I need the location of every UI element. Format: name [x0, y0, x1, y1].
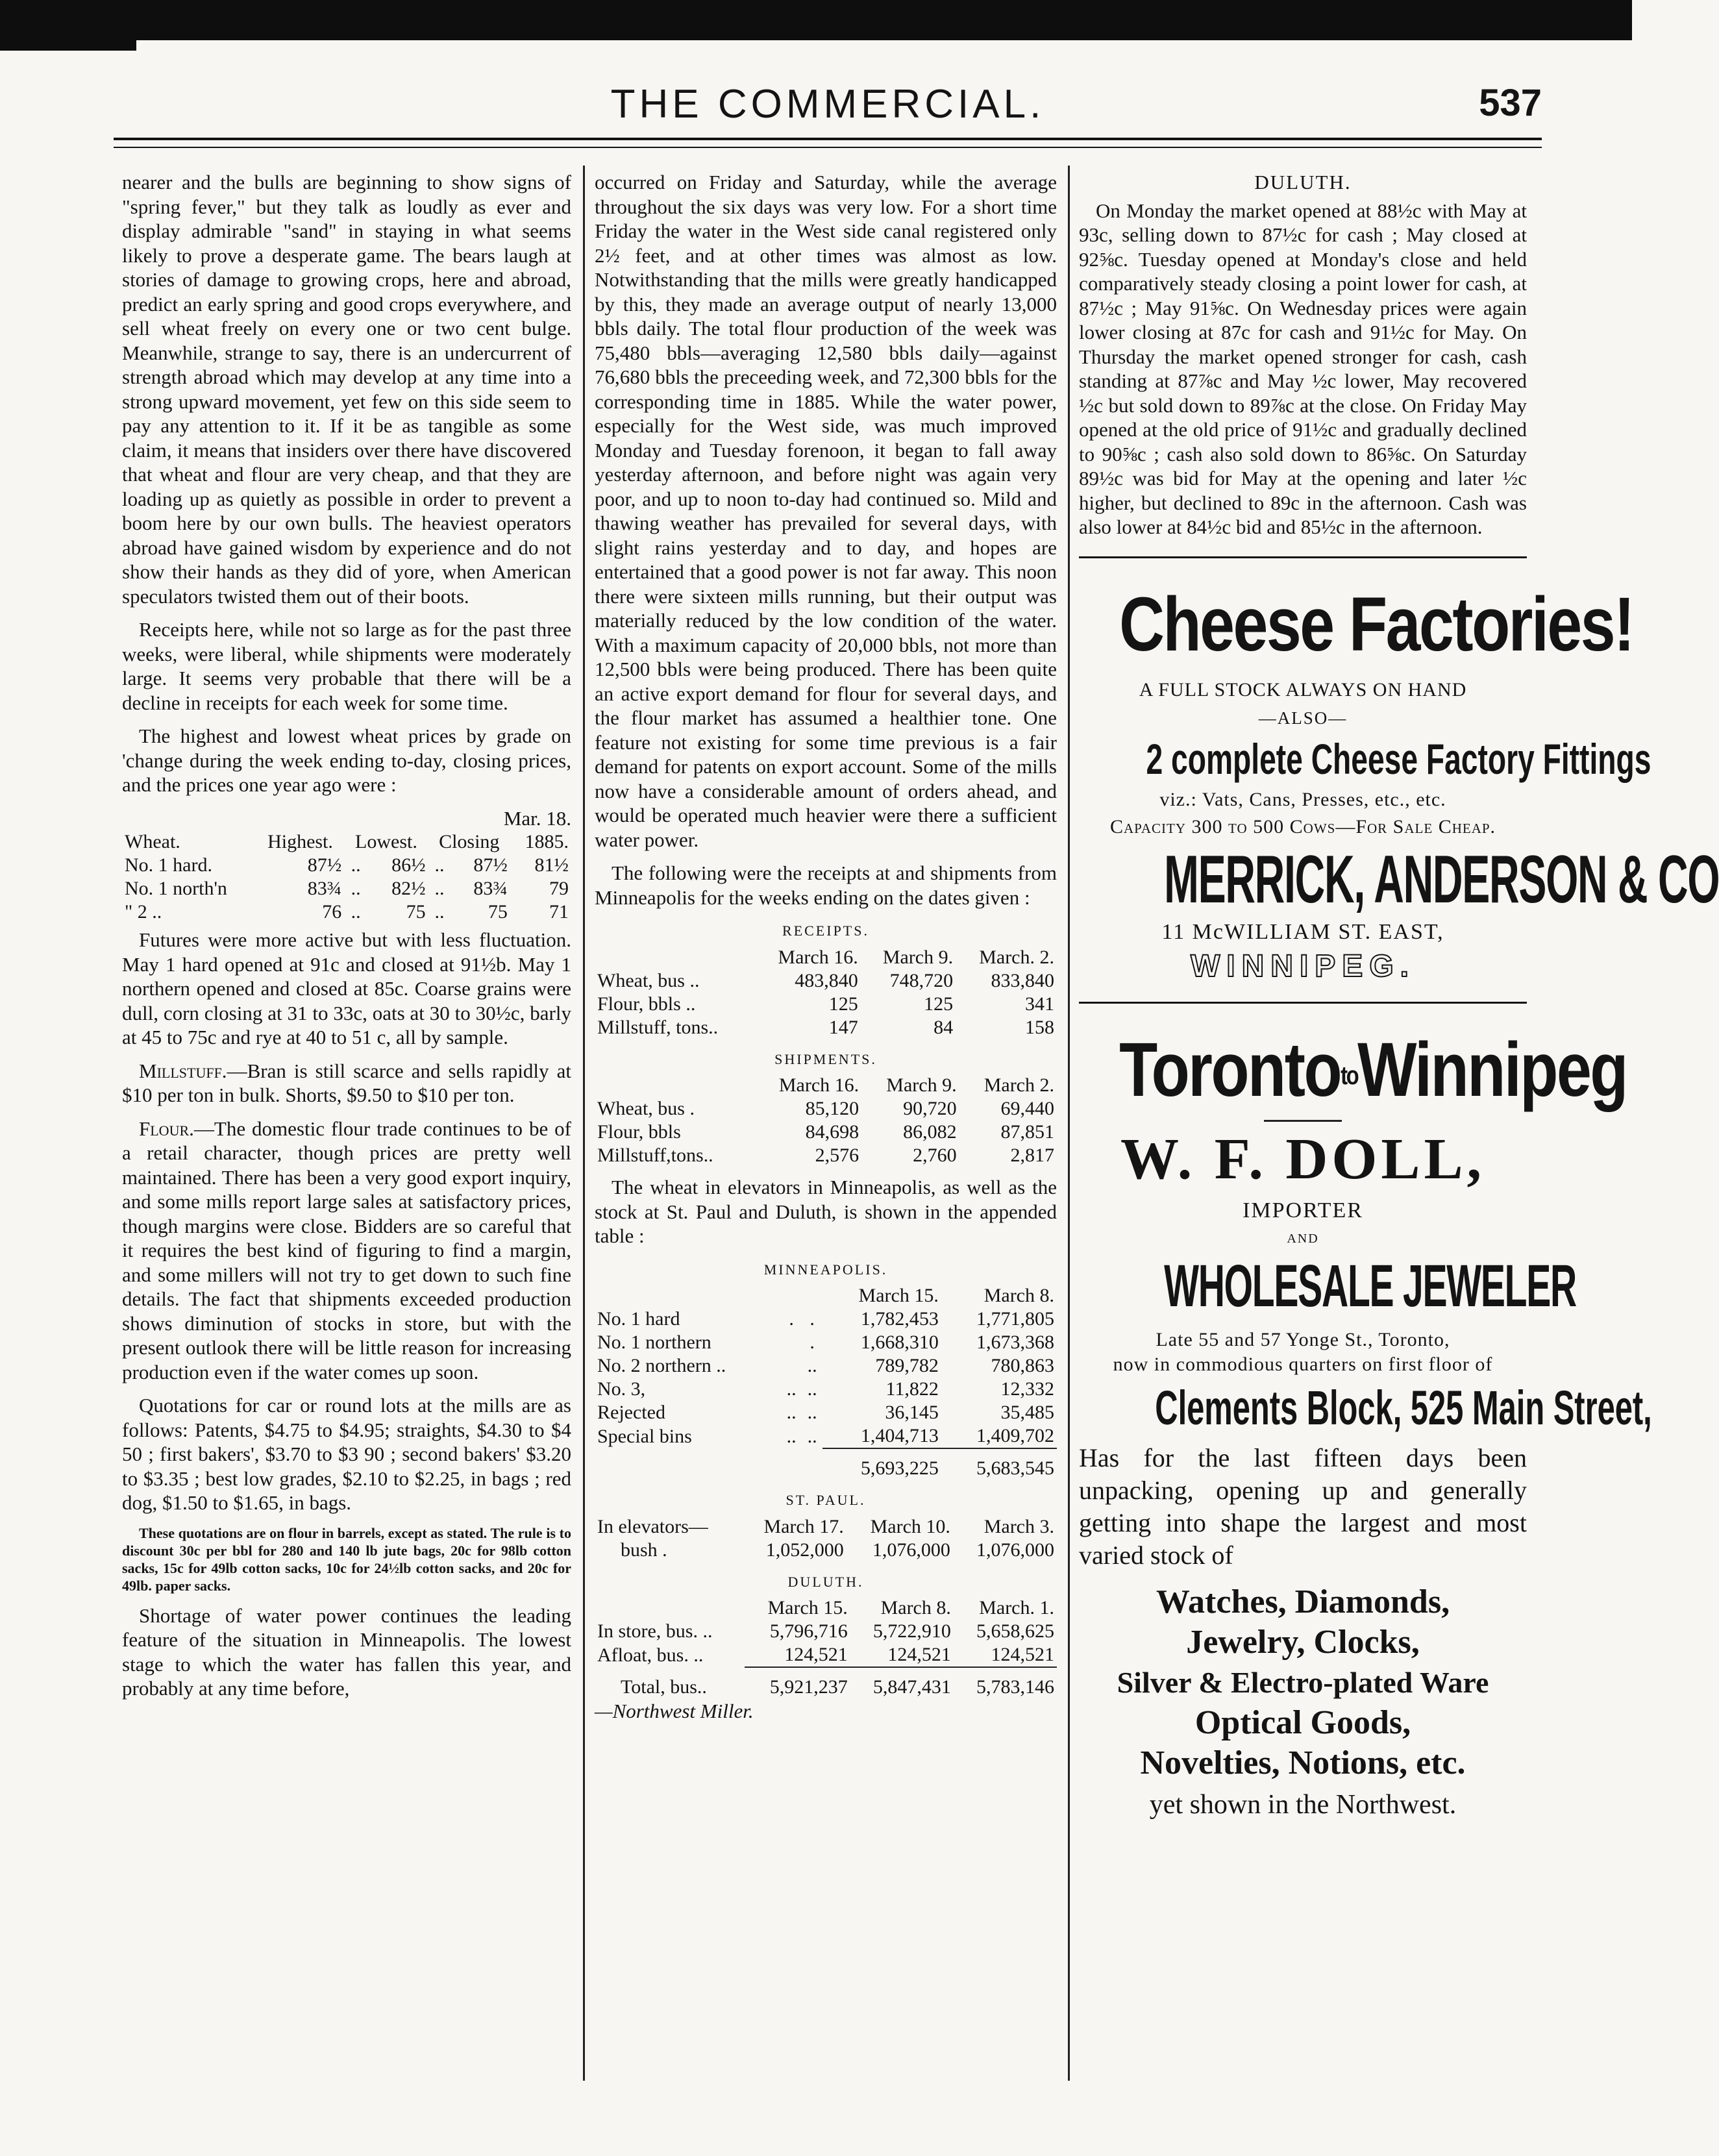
table-cell: . [810, 1332, 815, 1353]
table-cell: 12,332 [1000, 1378, 1054, 1400]
duluth-heading: DULUTH. [1254, 171, 1352, 193]
table-cell: 35,485 [1000, 1402, 1054, 1423]
table-cell: .. [351, 878, 361, 899]
table-header [595, 946, 753, 969]
table-cell: 341 [1025, 993, 1054, 1015]
wheat-table-date: Mar. 18. [503, 806, 571, 830]
table-cell: 1,409,702 [976, 1425, 1054, 1446]
table-cell: 833,840 [991, 969, 1054, 991]
table-total-row [595, 1448, 1057, 1480]
ad-text: Has for the last fifteen days been unpacking, opening up and generally getting into shape the largest and most varied stock of [1079, 1443, 1527, 1570]
table-row [595, 1401, 1057, 1424]
table-header-row [595, 1596, 1057, 1620]
section-divider [1079, 556, 1527, 558]
table-row [595, 1378, 1057, 1401]
page-header [114, 71, 1542, 136]
header-rule-top [114, 138, 1542, 140]
st-paul-heading: ST. PAUL. [785, 1492, 866, 1508]
table-row [122, 877, 571, 900]
table-cell: 124,521 [991, 1644, 1054, 1665]
table-cell: .. [434, 854, 445, 876]
table-cell: .. [786, 1378, 797, 1400]
table-cell: 2,817 [1010, 1145, 1054, 1166]
table-cell: " 2 [125, 901, 147, 923]
table-cell: Afloat, bus. .. [597, 1644, 704, 1666]
table-cell: .. [786, 1425, 797, 1447]
table-cell: . [789, 1308, 794, 1330]
table-row [595, 1097, 1057, 1121]
table-total: 5,921,237 [745, 1667, 850, 1699]
table-header: March 8. [983, 1285, 1054, 1306]
ad-text: Optical Goods, [1194, 1704, 1411, 1742]
column-3 [1079, 170, 1719, 1821]
table-cell: 1,668,310 [860, 1332, 939, 1353]
duluth-table-heading: DULUTH. [787, 1573, 864, 1590]
table-header-row [595, 946, 1057, 969]
table-header: Highest. [267, 831, 333, 852]
table-row [122, 900, 571, 924]
ad-headline-part: Winnipeg [1357, 1027, 1627, 1113]
receipts-table [595, 946, 1057, 1039]
ad-text: —ALSO— [1258, 708, 1348, 728]
wheat-price-table [122, 830, 571, 924]
table-cell: No. 1 north'n [125, 878, 227, 899]
table-row [595, 1643, 1057, 1667]
table-cell: .. [807, 1402, 817, 1423]
ad-subheadline: WHOLESALE JEWELER [1164, 1253, 1577, 1320]
table-cell: 79 [549, 878, 569, 899]
table-header: March. 1. [979, 1597, 1054, 1618]
table-cell: Flour, bbls [597, 1121, 681, 1143]
table-row [122, 854, 571, 877]
table-row [595, 1307, 1057, 1331]
paragraph: occurred on Friday and Saturday, while the average throughout the six days was very low. For a short time Friday the water in the West side canal registered only 2½ feet, and at other times was almost as low. Notwithstanding that the mills were greatly handicapped by this, they made an average output of nearly 13,000 bbls daily. The total flour production of the week was 75,480 bbls—averaging 12,580 bbls daily—against 76,680 bbls the preceeding week, and 72,300 bbls for the corresponding time in 1885. While the water power, especially for the West side, was much improved Monday and Tuesday forenoon, it began to fall away yesterday afternoon, and before night was again very poor, and up to noon to-day had continued so. Mild and thawing weather has prevailed for several days, with slight rains yesterday and to day, and hopes are entertained that a good power is not far away. This noon there were sixteen mills running, but their output was materially reduced by the low condition of the water. With a maximum capacity of 20,000 bbls, not more than 12,500 bbls were being produced. There has been quite an active export demand for flour for several days, and the flour market has assumed a healthier tone. One feature not existing for some time previous is a fair demand for patents on export account. Some of the mills now have a considerable amount of orders ahead, and would be operated much heavier were there a sufficient water power. [595, 171, 1057, 851]
table-cell: 1,076,000 [976, 1539, 1054, 1561]
table-cell [781, 1331, 802, 1354]
table-cell [595, 1448, 822, 1480]
ad-text: AND [1287, 1231, 1319, 1246]
minneapolis-heading: MINNEAPOLIS. [763, 1261, 888, 1278]
table-row [595, 993, 1057, 1016]
table-cell: Total, bus.. [621, 1676, 707, 1698]
table-cell: 86,082 [903, 1121, 957, 1143]
table-header: Lowest. [355, 831, 417, 852]
table-cell: 90,720 [903, 1098, 957, 1119]
table-row [595, 1424, 1057, 1448]
table-header-row [595, 1284, 1057, 1307]
table-total: 5,693,225 [822, 1448, 941, 1480]
table-header: March 15. [767, 1597, 848, 1618]
ad-text: Late 55 and 57 Yonge St., Toronto, [1156, 1329, 1450, 1351]
table-cell: .. [786, 1402, 797, 1423]
table-cell: Special bins [597, 1425, 692, 1447]
ad-subheadline: 2 complete Cheese Factory Fittings [1146, 735, 1651, 783]
paragraph: The highest and lowest wheat prices by grade on 'change during the week ending to-day, closing prices, and the prices one year ago were : [122, 725, 571, 796]
table-cell: .. [434, 901, 445, 923]
table-cell: . [810, 1308, 815, 1330]
table-cell: 83¾ [473, 878, 508, 899]
table-cell: 1,673,368 [976, 1332, 1054, 1353]
paragraph: Receipts here, while not so large as for the past three weeks, were liberal, while shipments were moderately large. It seems very probable that there will be a decline in receipts for each week for some time. [122, 618, 571, 714]
table-cell: 87,851 [1000, 1121, 1054, 1143]
table-cell: 11,822 [885, 1378, 939, 1400]
table-cell: .. [807, 1355, 817, 1376]
table-cell: .. [807, 1425, 817, 1447]
table-row [595, 969, 1057, 993]
paragraph-body: —The domestic flour trade continues to be of a retail character, though prices are pretty well maintained. There has been a very good export inquiry, and some mills report large sales at satisfactory prices, though margins were close. Bidders are so careful that it requires the best kind of figuring to find a margin, and some millers will not try to get down to such fine details. The fact that shipments exceeded production shows diminution of stocks in store, but with the present outlook there will be little reason for increasing production even if the water comes up soon. [122, 1117, 571, 1383]
ad-name: W. F. DOLL, [1120, 1126, 1485, 1191]
ad-text: viz.: Vats, Cans, Presses, etc., etc. [1159, 789, 1446, 810]
flour-quotation-note: These quotations are on flour in barrels, except as stated. The rule is to discount 30c per bbl for 280 and 140 lb jute bags, 20c for 98lb cotton sacks, 15c for 49lb cotton sacks, 10c for 24½lb cotton sacks, and 20c for 49lb. paper sacks. [122, 1524, 571, 1594]
ad-text: now in commodious quarters on first floor of [1113, 1354, 1493, 1376]
table-cell: 2,576 [815, 1145, 860, 1166]
table-header [595, 1596, 745, 1620]
table-row [595, 1331, 1057, 1354]
page-top-border-notch [0, 40, 136, 51]
shipments-table [595, 1074, 1057, 1167]
table-header: March 16. [778, 946, 858, 968]
table-header: Closing [439, 831, 500, 852]
table-header: March 9. [886, 1074, 957, 1096]
table-cell: 87½ [307, 854, 342, 876]
ad-text: A FULL STOCK ALWAYS ON HAND [1139, 678, 1467, 700]
ad-headline-part: Toronto [1119, 1027, 1341, 1113]
table-cell: 789,782 [875, 1355, 939, 1376]
table-header: March 16. [778, 1074, 860, 1096]
table-cell: Millstuff, tons.. [597, 1016, 719, 1038]
table-cell: 124,521 [784, 1644, 848, 1665]
table-cell: 124,521 [887, 1644, 951, 1665]
ad-text: Capacity 300 to 500 Cows—For Sale Cheap. [1109, 816, 1496, 837]
column-1 [122, 170, 571, 1710]
duluth-table [595, 1596, 1057, 1699]
table-cell: 1,782,453 [860, 1308, 939, 1330]
table-row [595, 1539, 1057, 1562]
ad-text: yet shown in the Northwest. [1149, 1790, 1457, 1820]
ad-text: Novelties, Notions, etc. [1140, 1744, 1466, 1782]
section-divider [1079, 1002, 1527, 1004]
table-cell: .. [152, 901, 162, 923]
ad-headline [1119, 1027, 1627, 1116]
advertisement-cheese-factories [1079, 581, 1719, 985]
table-header: March 10. [870, 1515, 950, 1537]
receipts-heading: RECEIPTS. [782, 923, 869, 939]
table-cell: 5,796,716 [769, 1620, 848, 1642]
table-header: March. 2. [979, 946, 1054, 968]
paragraph [122, 1059, 571, 1108]
table-header: March 3. [983, 1515, 1054, 1537]
table-cell: No. 1 hard. [125, 854, 212, 876]
table-cell: 1,404,713 [860, 1425, 939, 1446]
table-cell: 5,722,910 [872, 1620, 951, 1642]
table-header [595, 1284, 822, 1307]
ad-address: Clements Block, 525 Main Street, [1155, 1381, 1652, 1435]
table-cell: 75 [488, 901, 508, 923]
paragraph: The wheat in elevators in Minneapolis, as well as the stock at St. Paul and Duluth, is shown in the appended table : [595, 1176, 1057, 1247]
table-total-row [595, 1667, 1057, 1699]
table-row [595, 1121, 1057, 1144]
table-header: Wheat. [125, 831, 180, 852]
table-cell: 83¾ [307, 878, 342, 899]
column-divider-2 [1068, 166, 1070, 2081]
table-cell: 147 [828, 1016, 858, 1038]
table-header [595, 1074, 751, 1097]
table-cell: 87½ [473, 854, 508, 876]
table-cell: 69,440 [1000, 1098, 1054, 1119]
ad-rule [1264, 1120, 1342, 1122]
paragraph-body: —Bran is still scarce and sells rapidly at $10 per ton in bulk. Shorts, $9.50 to $10 per ton. [122, 1059, 571, 1106]
table-row [595, 1354, 1057, 1378]
table-cell: .. [351, 901, 361, 923]
table-header: March 17. [763, 1515, 844, 1537]
shipments-heading: SHIPMENTS. [774, 1050, 877, 1067]
paragraph-lead: Millstuff. [139, 1059, 227, 1082]
paragraph: The following were the receipts at and shipments from Minneapolis for the weeks ending on the dates given : [595, 861, 1057, 909]
table-total: 5,783,146 [954, 1667, 1057, 1699]
table-cell: 71 [549, 901, 569, 923]
table-cell: 36,145 [885, 1402, 939, 1423]
table-cell: 75 [406, 901, 426, 923]
table-cell: No. 1 northern [597, 1332, 711, 1353]
table-cell: In store, bus. .. [597, 1620, 713, 1642]
table-cell: 84,698 [805, 1121, 860, 1143]
table-header-row [595, 1074, 1057, 1097]
table-cell: Wheat, bus .. [597, 969, 700, 991]
column-divider-1 [583, 166, 585, 2081]
table-cell: 125 [924, 993, 954, 1015]
table-header-row [122, 830, 571, 854]
table-cell: .. [807, 1378, 817, 1400]
table-cell: 483,840 [795, 969, 858, 991]
table-cell: 125 [828, 993, 858, 1015]
table-header: March 8. [880, 1597, 951, 1618]
table-row [595, 1144, 1057, 1167]
table-cell: 84 [934, 1016, 954, 1038]
table-cell [122, 900, 256, 924]
table-cell: Wheat, bus . [597, 1098, 695, 1119]
ad-text: IMPORTER [1243, 1198, 1363, 1222]
table-cell: Millstuff,tons.. [597, 1145, 713, 1166]
paragraph: nearer and the bulls are beginning to show signs of "spring fever," but they talk as loudly as ever and display admirable "sand" in staying in what seems likely to prove a desperate game. The bears laugh at stories of damage to growing crops, here and abroad, predict an early spring and good crops everywhere, and sell wheat freely on every one or two cent bulge. Meanwhile, strange to say, there is an undercurrent of strength abroad which may develop at any time into a strong upward movement, yet few on this side seem to pay any attention to it. If it be as tangible as some claim, it means that insiders over there have discovered that wheat and flour are very cheap, and that they are loading up as quietly as possible in order to prevent a boom here by our own bulls. The heaviest operators abroad have gained wisdom by experience and do not show their hands as they did of yore, when American speculators twisted them out of their boots. [122, 171, 571, 608]
table-row [595, 1016, 1057, 1039]
ad-address: 11 McWILLIAM ST. EAST, [1161, 920, 1444, 944]
table-cell: 81½ [534, 854, 569, 876]
table-cell: 780,863 [991, 1355, 1054, 1376]
paragraph: Futures were more active but with less fluctuation. May 1 hard opened at 91c and closed at 91½b. May 1 northern opened and closed at 85c. Coarse grains were dull, corn closing at 31 to 33c, oats at 30 to 30½c, barly at 45 to 75c and rye at 40 to 51 c, all by sample. [122, 928, 571, 1048]
table-cell: bush . [621, 1539, 667, 1561]
table-cell: .. [351, 854, 361, 876]
table-row [595, 1620, 1057, 1643]
table-cell: .. [434, 878, 445, 899]
table-cell: No. 2 northern .. [597, 1355, 726, 1376]
masthead: THE COMMERCIAL. [610, 82, 1045, 127]
table-cell: 748,720 [889, 969, 954, 991]
ad-text: Watches, Diamonds, [1156, 1583, 1450, 1621]
page-number: 537 [1479, 82, 1542, 124]
table-header: March 9. [882, 946, 954, 968]
table-cell: Rejected [597, 1402, 665, 1423]
table-cell: 1,076,000 [872, 1539, 950, 1561]
paragraph [122, 1117, 571, 1385]
table-cell: No. 3, [597, 1378, 646, 1400]
column-2 [595, 170, 1057, 1724]
paragraph: On Monday the market opened at 88½c with May at 93c, selling down to 87½c for cash ; May closed at 92⅝c. Tuesday opened at Monday's close and held comparatively steady closing a point lower for cash, at 87½c ; May 91⅝c. On Wednesday prices were again lower closing at 87c for cash and 91½c for May. On Thursday the market opened stronger for cash, cash standing at 87⅞c and May ½c lower, May recovered ½c but sold down to 89⅞c at the close. On Friday May opened at the old price of 91½c and gradually declined to 90⅝c ; cash also sold down to 86⅝c. On Saturday 89½c was bid for May at the opening and later ½c higher, but declined to 89c in the afternoon. Cash was also lower at 84½c bid and 85½c in the afternoon. [1079, 199, 1527, 538]
ad-firm-name: MERRICK, ANDERSON & CO [1164, 842, 1719, 917]
ad-text: Jewelry, Clocks, [1186, 1624, 1420, 1661]
paragraph: Quotations for car or round lots at the mills are as follows: Patents, $4.75 to $4.95; straights, $4.30 to $4 50 ; first bakers', $3.70 to $3 90 ; second bakers' $3.20 to $3.35 ; best low grades, $2.10 to $2.25, in bags ; red dog, $1.50 to $1.65, in bags. [122, 1394, 571, 1514]
advertisement-w-f-doll [1079, 1027, 1652, 1821]
table-header: March 15. [858, 1285, 939, 1306]
table-cell: In elevators— [597, 1515, 708, 1537]
table-header: 1885. [525, 831, 569, 852]
minneapolis-table [595, 1284, 1057, 1480]
table-cell: 1,052,000 [765, 1539, 844, 1561]
ad-headline-to: to [1341, 1061, 1358, 1090]
table-cell: 86½ [391, 854, 426, 876]
table-cell [781, 1354, 802, 1378]
ad-city: WINNIPEG. [1190, 949, 1415, 984]
table-cell: 1,771,805 [976, 1308, 1054, 1330]
ad-text: Silver & Electro-plated Ware [1117, 1666, 1489, 1700]
table-cell: Flour, bbls .. [597, 993, 696, 1015]
table-cell: 85,120 [805, 1098, 860, 1119]
table-cell: 76 [322, 901, 342, 923]
table-cell: 5,658,625 [976, 1620, 1054, 1642]
table-row [595, 1515, 1057, 1539]
paragraph-lead: Flour. [139, 1117, 194, 1140]
header-rule-bottom [114, 147, 1542, 148]
paragraph: Shortage of water power continues the leading feature of the situation in Minneapolis. The lowest stage to which the water has fallen this year, and probably at any time before, [122, 1604, 571, 1700]
table-total: 5,847,431 [850, 1667, 954, 1699]
table-cell: 82½ [391, 878, 426, 899]
page-top-border [0, 0, 1632, 40]
table-cell: 158 [1025, 1016, 1054, 1038]
table-cell: 2,760 [913, 1145, 957, 1166]
st-paul-table [595, 1515, 1057, 1562]
source-credit: —Northwest Miller. [595, 1700, 754, 1722]
table-total: 5,683,545 [941, 1448, 1057, 1480]
table-header: March 2. [983, 1074, 1054, 1096]
table-cell: No. 1 hard [597, 1308, 680, 1330]
ad-headline: Cheese Factories! [1119, 581, 1633, 667]
